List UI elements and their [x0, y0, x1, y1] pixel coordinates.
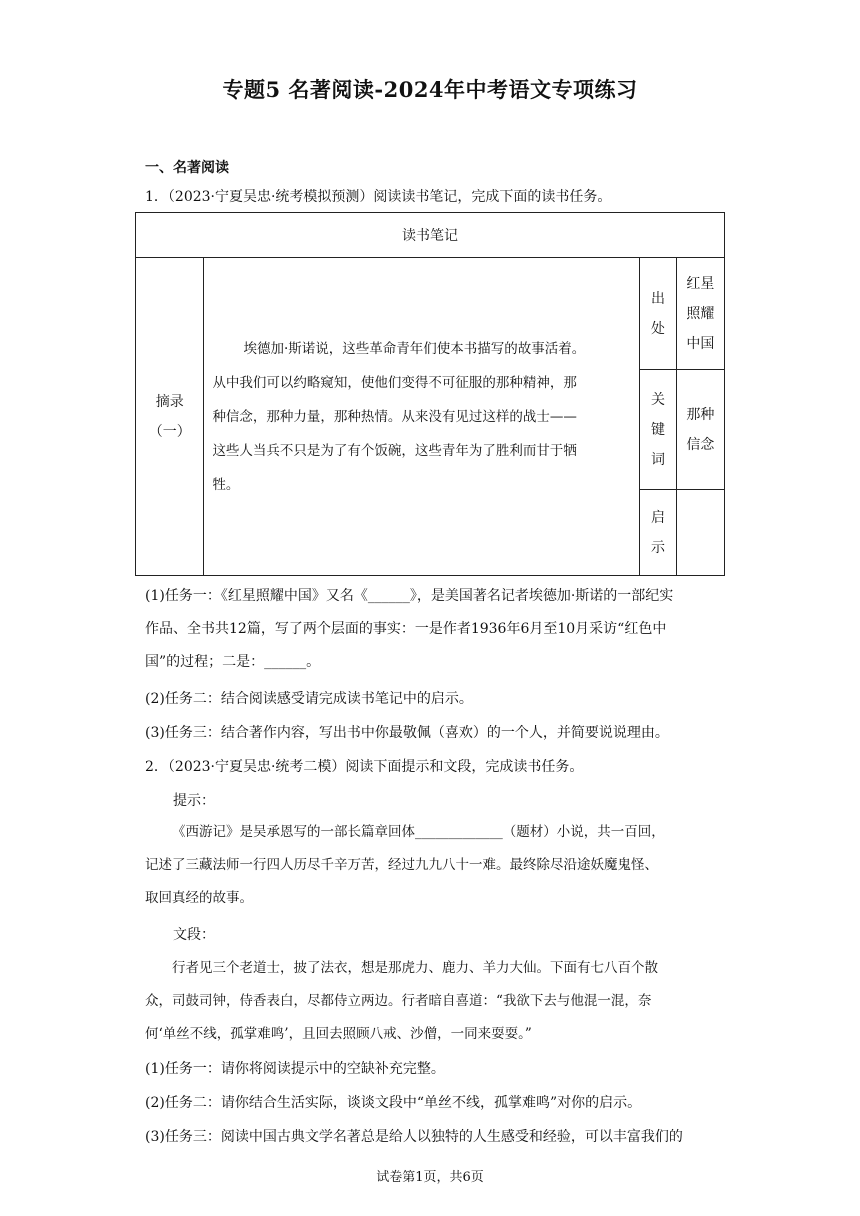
q1-task-line: 作品、全书共12篇，写了两个层面的事实：一是作者1936年6月至10月采访“红色中 — [145, 621, 667, 637]
q2-task-2: (2)任务二：请你结合生活实际，谈谈文段中“单丝不线，孤掌难鸣”对你的启示。 — [145, 1095, 642, 1111]
hint-text: 《西游记》是吴承恩写的一部长篇章回体_____________（题材）小说，共一百回， 记述了三藏法师一行四人历尽千辛万苦，经过九九八十一难。最终除尽沿途妖魔鬼怪、 取回真经的故事。 — [145, 824, 665, 906]
page-title: 专题5 名著阅读-2024年中考语文专项练习 — [222, 77, 638, 102]
section-heading: 一、名著阅读 — [145, 160, 229, 176]
q2-task-1: (1)任务一：请你将阅读提示中的空缺补充完整。 — [145, 1061, 445, 1077]
page-footer: 试卷第1页，共6页 — [376, 1170, 484, 1185]
insight-value-blank[interactable] — [676, 490, 724, 576]
table-header: 读书笔记 — [136, 213, 725, 258]
question-1-stem: 1．（2023·宁夏吴忠·统考模拟预测）阅读读书笔记，完成下面的读书任务。 — [145, 189, 612, 205]
q1-task-line: (1)任务一：《红星照耀中国》又名《______》，是美国著名记者埃德加·斯诺的一部纪实 — [145, 588, 674, 604]
q1-task-3: (3)任务三：结合著作内容，写出书中你最敬佩（喜欢）的一个人，并简要说说理由。 — [145, 725, 669, 741]
hint-label: 提示： — [173, 793, 215, 809]
excerpt-label: 摘录 （一） — [136, 258, 204, 576]
passage-label: 文段： — [173, 927, 215, 943]
keyword-value: 那种 信念 — [676, 370, 724, 490]
reading-notes-table — [135, 212, 725, 576]
q1-task-line: 国”的过程；二是：______。 — [145, 654, 321, 670]
excerpt-text: 埃德加·斯诺说，这些革命青年们使本书描写的故事活着。 从中我们可以约略窥知，使他们变得不可征服的那种精神，那 种信念，那种力量，那种热情。从来没有见过这样的战士—— 这些人当兵不只是为了有个饭碗，这些青年为了胜利而甘于牺 牲。 — [204, 258, 640, 576]
keyword-label: 关 键 词 — [640, 370, 677, 490]
passage-text: 行者见三个老道士，披了法衣，想是那虎力、鹿力、羊力大仙。下面有七八百个散 众，司鼓司钟，侍香表白，尽都侍立两边。行者暗自喜道：“我欲下去与他混一混，奈 何‘单丝不线，孤掌难鸣’，且回去照顾八戒、沙僧，一同来耍耍。” — [145, 960, 658, 1042]
source-value: 红星 照耀 中国 — [676, 258, 724, 370]
q2-task-3: (3)任务三：阅读中国古典文学名著总是给人以独特的人生感受和经验，可以丰富我们的 — [145, 1129, 683, 1145]
q1-task-2: (2)任务二：结合阅读感受请完成读书笔记中的启示。 — [145, 691, 473, 707]
source-label: 出 处 — [640, 258, 677, 370]
insight-label: 启 示 — [640, 490, 677, 576]
question-2-stem: 2．（2023·宁夏吴忠·统考二模）阅读下面提示和文段，完成读书任务。 — [145, 759, 584, 775]
